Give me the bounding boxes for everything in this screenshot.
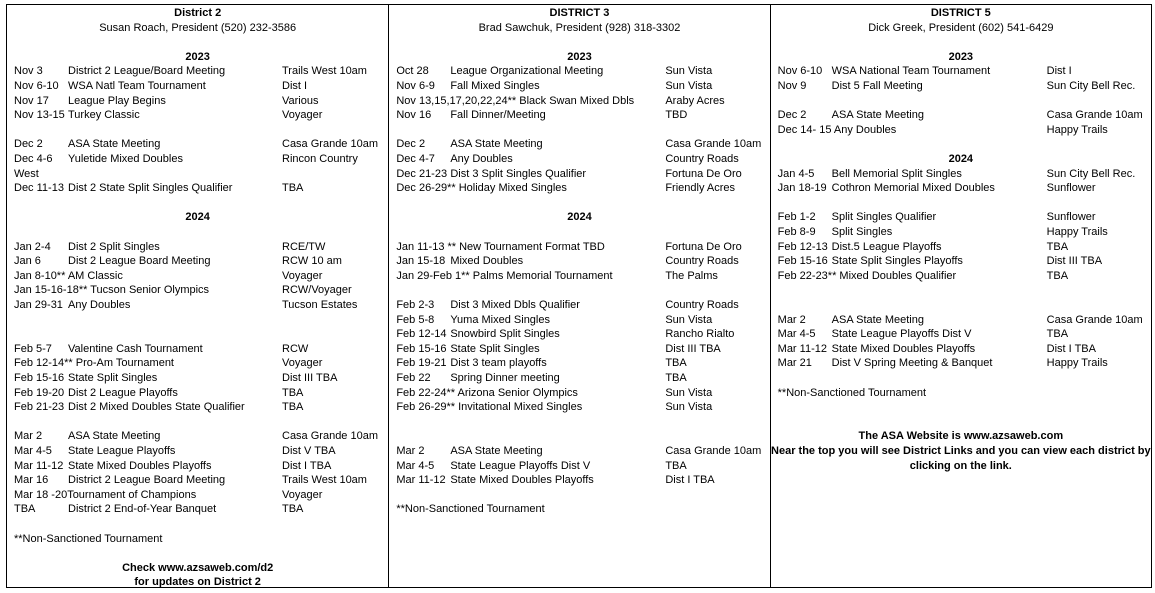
event-date: Feb 12-14 bbox=[396, 328, 447, 341]
event-location: Sunflower bbox=[1046, 182, 1096, 195]
event-location: Happy Trails bbox=[1046, 357, 1108, 370]
event-date: Dec 14- 15 Any Doubles bbox=[777, 123, 897, 136]
event-location: Rancho Rialto bbox=[665, 328, 735, 341]
event-date: Dec 4-6 bbox=[14, 153, 53, 165]
event-date: Feb 5-8 bbox=[396, 313, 435, 326]
event-row bbox=[7, 108, 388, 123]
event-row bbox=[7, 386, 388, 401]
event-name: Split Singles bbox=[831, 226, 893, 238]
event-location: Dist V TBA bbox=[282, 445, 336, 457]
event-row bbox=[771, 313, 1151, 328]
event-name: ASA State Meeting bbox=[450, 138, 543, 151]
event-row bbox=[389, 342, 769, 357]
event-row bbox=[771, 181, 1151, 196]
event-name: ASA State Meeting bbox=[831, 109, 924, 122]
event-name: WSA National Team Tournament bbox=[831, 65, 991, 78]
event-row bbox=[7, 94, 388, 109]
event-name: Yuma Mixed Singles bbox=[450, 313, 550, 326]
event-location: TBD bbox=[665, 109, 688, 122]
event-row bbox=[7, 269, 388, 284]
event-date: Feb 15-16 bbox=[14, 372, 65, 384]
event-date: Nov 17 bbox=[14, 94, 49, 107]
event-row bbox=[771, 79, 1151, 94]
event-row bbox=[7, 79, 388, 94]
event-row bbox=[389, 79, 769, 94]
event-name: League Organizational Meeting bbox=[450, 65, 604, 78]
event-location: Fortuna De Oro bbox=[665, 240, 742, 253]
event-row bbox=[771, 254, 1151, 269]
event-row bbox=[7, 283, 388, 298]
event-date: West bbox=[14, 167, 39, 180]
event-name: Dist 5 Fall Meeting bbox=[831, 80, 923, 92]
event-location: Friendly Acres bbox=[665, 182, 736, 195]
event-row bbox=[7, 356, 388, 371]
event-name: State Split Singles bbox=[450, 342, 540, 355]
footer-line: The ASA Website is www.azsaweb.com bbox=[858, 430, 1064, 443]
event-date: Oct 28 bbox=[396, 65, 429, 78]
event-date: Jan 6 bbox=[14, 255, 41, 268]
event-row bbox=[389, 254, 769, 269]
event-date: Jan 8-10** AM Classic bbox=[14, 269, 123, 282]
event-date: TBA bbox=[14, 503, 36, 516]
event-row bbox=[7, 254, 388, 269]
event-name: Dist 2 Mixed Doubles State Qualifier bbox=[68, 401, 245, 414]
event-location: Country Roads bbox=[665, 153, 739, 165]
event-date: Dec 2 bbox=[777, 109, 807, 122]
event-date: Dec 4-7 bbox=[396, 153, 435, 165]
event-date: Nov 6-10 bbox=[14, 80, 59, 92]
non-sanctioned-note: **Non-Sanctioned Tournament bbox=[396, 503, 545, 516]
event-row bbox=[389, 167, 769, 182]
event-date: Dec 11-13 bbox=[14, 182, 64, 195]
event-row bbox=[389, 298, 769, 313]
district-2-column bbox=[7, 5, 389, 587]
event-name: Any Doubles bbox=[450, 153, 513, 165]
year-heading: 2024 bbox=[567, 211, 592, 224]
event-row bbox=[389, 356, 769, 371]
event-date: Feb 22-24** Arizona Senior Olympics bbox=[396, 386, 578, 399]
event-date: Feb 12-14** Pro-Am Tournament bbox=[14, 357, 174, 370]
event-name: Dist 2 Split Singles bbox=[68, 240, 160, 253]
event-name: Bell Memorial Split Singles bbox=[831, 167, 962, 180]
year-heading: 2023 bbox=[185, 50, 210, 63]
event-row bbox=[7, 298, 388, 313]
event-row bbox=[771, 240, 1151, 255]
event-row bbox=[389, 240, 769, 255]
event-name: Dist.5 League Playoffs bbox=[831, 240, 942, 253]
event-name: Dist 3 Split Singles Qualifier bbox=[450, 167, 587, 180]
event-row bbox=[771, 210, 1151, 225]
event-row bbox=[7, 459, 388, 474]
event-row bbox=[389, 94, 769, 109]
event-date: Feb 19-20 bbox=[14, 386, 65, 399]
event-date: Feb 15-16 bbox=[777, 255, 828, 268]
event-date: Jan 29-31 bbox=[14, 299, 63, 311]
event-name: Snowbird Split Singles bbox=[450, 328, 560, 341]
event-location: Casa Grande 10am bbox=[282, 138, 378, 151]
event-date: Jan 11-13 ** New Tournament Format TBD bbox=[396, 240, 605, 253]
event-date: Nov 6-9 bbox=[396, 80, 435, 92]
footer-line: Check www.azsaweb.com/d2 bbox=[122, 561, 274, 574]
event-date: Nov 3 bbox=[14, 65, 43, 78]
footer-line: for updates on District 2 bbox=[134, 576, 261, 589]
event-location: Voyager bbox=[282, 109, 323, 122]
district-5-column bbox=[771, 5, 1151, 587]
event-row bbox=[389, 269, 769, 284]
event-name: Dist 2 League Board Meeting bbox=[68, 255, 211, 268]
event-location: Dist I TBA bbox=[665, 474, 715, 487]
event-location: Dist I bbox=[1046, 65, 1072, 78]
event-date: Feb 5-7 bbox=[14, 342, 52, 355]
event-name: Split Singles Qualifier bbox=[831, 211, 937, 224]
event-name: Dist 2 State Split Singles Qualifier bbox=[68, 182, 233, 195]
event-location: Araby Acres bbox=[665, 94, 725, 107]
event-date: Jan 15-16-18** Tucson Senior Olympics bbox=[14, 284, 210, 297]
event-name: State Split Singles Playoffs bbox=[831, 255, 963, 268]
event-location: Dist III TBA bbox=[1046, 255, 1103, 268]
event-name: ASA State Meeting bbox=[68, 138, 161, 151]
event-date: Nov 13-15 bbox=[14, 109, 65, 122]
event-name: District 2 League Board Meeting bbox=[68, 474, 226, 487]
event-location: TBA bbox=[282, 401, 304, 414]
event-location: Sun Vista bbox=[665, 386, 713, 399]
event-name: Turkey Classic bbox=[68, 109, 140, 122]
event-date: Feb 26-29** Invitational Mixed Singles bbox=[396, 401, 583, 414]
event-location: Voyager bbox=[282, 269, 323, 282]
year-heading: 2023 bbox=[567, 50, 592, 63]
event-date: Feb 12-13 bbox=[777, 240, 828, 253]
event-row bbox=[7, 240, 388, 255]
event-row bbox=[389, 313, 769, 328]
event-name: State Mixed Doubles Playoffs bbox=[831, 342, 976, 355]
event-location: Tucson Estates bbox=[282, 299, 358, 311]
event-row bbox=[389, 444, 769, 459]
event-name: League Play Begins bbox=[68, 94, 166, 107]
event-name: Dist 2 League Playoffs bbox=[68, 386, 178, 399]
event-location: Country Roads bbox=[665, 255, 739, 268]
event-row bbox=[389, 371, 769, 386]
event-row bbox=[771, 123, 1151, 138]
event-location: Voyager bbox=[282, 357, 323, 370]
event-row bbox=[771, 269, 1151, 284]
event-location: Dist III TBA bbox=[282, 372, 338, 384]
event-row bbox=[771, 108, 1151, 123]
event-name: Mixed Doubles bbox=[450, 255, 524, 268]
event-row bbox=[389, 108, 769, 123]
event-row bbox=[389, 386, 769, 401]
event-location: Sun Vista bbox=[665, 401, 713, 414]
non-sanctioned-note: **Non-Sanctioned Tournament bbox=[777, 386, 927, 399]
event-date: Mar 21 bbox=[777, 357, 812, 370]
year-heading: 2023 bbox=[948, 50, 974, 63]
event-name: Cothron Memorial Mixed Doubles bbox=[831, 182, 995, 195]
event-row bbox=[7, 64, 388, 79]
event-date: Dec 21-23 bbox=[396, 167, 448, 180]
event-date: Jan 2-4 bbox=[14, 240, 51, 253]
event-location: Sun Vista bbox=[665, 313, 713, 326]
event-date: Feb 1-2 bbox=[777, 211, 816, 224]
event-date: Feb 21-23 bbox=[14, 401, 65, 414]
event-date: Mar 11-12 bbox=[396, 474, 446, 487]
event-location: Dist III TBA bbox=[665, 342, 721, 355]
event-location: Casa Grande 10am bbox=[1046, 313, 1143, 326]
event-row bbox=[7, 473, 388, 488]
event-location: Country Roads bbox=[665, 299, 739, 311]
event-date: Jan 29-Feb 1** Palms Memorial Tournament bbox=[396, 269, 613, 282]
event-location: TBA bbox=[665, 357, 687, 370]
event-row bbox=[7, 342, 388, 357]
district-president: Susan Roach, President (520) 232-3586 bbox=[99, 21, 297, 34]
event-row bbox=[7, 181, 388, 196]
event-date: Mar 11-12 bbox=[777, 342, 827, 355]
event-location: The Palms bbox=[665, 269, 718, 282]
event-location: TBA bbox=[282, 503, 304, 516]
event-row bbox=[771, 167, 1151, 182]
event-date: Feb 19-21 bbox=[396, 357, 447, 370]
event-name: State Mixed Doubles Playoffs bbox=[450, 474, 594, 487]
event-date: Jan 15-18 bbox=[396, 255, 446, 268]
event-location: TBA bbox=[282, 386, 304, 399]
event-row bbox=[7, 488, 388, 503]
event-row bbox=[389, 152, 769, 167]
event-name: State League Playoffs Dist V bbox=[450, 459, 591, 472]
event-row bbox=[7, 167, 388, 182]
event-name: Dist V Spring Meeting & Banquet bbox=[831, 357, 993, 370]
schedule-table bbox=[6, 4, 1152, 588]
event-date: Nov 13,15,17,20,22,24** Black Swan Mixed Dbls bbox=[396, 94, 635, 107]
event-date: Mar 2 bbox=[777, 313, 806, 326]
event-date: Dec 26-29** Holiday Mixed Singles bbox=[396, 182, 567, 195]
event-row bbox=[7, 371, 388, 386]
event-date: Feb 2-3 bbox=[396, 299, 435, 311]
event-location: TBA bbox=[1046, 240, 1069, 253]
event-location: Dist I TBA bbox=[282, 459, 332, 472]
event-name: Yuletide Mixed Doubles bbox=[68, 153, 183, 165]
event-location: Trails West 10am bbox=[282, 474, 367, 487]
event-name: State League Playoffs Dist V bbox=[831, 328, 972, 341]
event-location: Rincon Country bbox=[282, 153, 358, 165]
event-location: Casa Grande 10am bbox=[282, 430, 378, 443]
event-date: Feb 22 bbox=[396, 372, 431, 384]
event-location: TBA bbox=[1046, 269, 1069, 282]
event-name: Spring Dinner meeting bbox=[450, 372, 560, 384]
event-name: ASA State Meeting bbox=[450, 445, 543, 457]
event-row bbox=[7, 444, 388, 459]
year-heading: 2024 bbox=[185, 211, 210, 224]
event-location: RCW/Voyager bbox=[282, 284, 352, 297]
event-row bbox=[771, 342, 1151, 357]
event-location: Sun Vista bbox=[665, 65, 713, 78]
event-name: ASA State Meeting bbox=[831, 313, 924, 326]
event-date: Mar 18 -20Tournament of Champions bbox=[14, 488, 197, 501]
district-title: DISTRICT 5 bbox=[930, 7, 991, 19]
event-name: State Split Singles bbox=[68, 372, 158, 384]
event-location: Casa Grande 10am bbox=[665, 445, 762, 457]
event-location: RCW bbox=[282, 342, 309, 355]
event-name: Fall Mixed Singles bbox=[450, 80, 540, 92]
event-location: Trails West 10am bbox=[282, 65, 367, 78]
event-location: Various bbox=[282, 94, 319, 107]
event-location: Fortuna De Oro bbox=[665, 167, 742, 180]
event-row bbox=[771, 356, 1151, 371]
event-date: Mar 11-12 bbox=[14, 459, 64, 472]
event-location: Dist I bbox=[282, 80, 308, 92]
event-name: District 2 End-of-Year Banquet bbox=[68, 503, 217, 516]
event-row bbox=[389, 181, 769, 196]
footer-line: clicking on the link. bbox=[909, 459, 1012, 472]
event-date: Feb 22-23** Mixed Doubles Qualifier bbox=[777, 269, 957, 282]
district-3-column bbox=[389, 5, 770, 587]
event-name: Dist 3 Mixed Dbls Qualifier bbox=[450, 299, 580, 311]
event-name: WSA Natl Team Tournament bbox=[68, 80, 206, 92]
event-location: Sun Vista bbox=[665, 80, 713, 92]
event-location: Sunflower bbox=[1046, 211, 1096, 224]
event-date: Feb 8-9 bbox=[777, 226, 816, 238]
event-row bbox=[389, 137, 769, 152]
event-row bbox=[7, 429, 388, 444]
event-location: RCW 10 am bbox=[282, 255, 342, 268]
district-president: Brad Sawchuk, President (928) 318-3302 bbox=[478, 21, 681, 34]
event-name: State League Playoffs bbox=[68, 445, 176, 457]
event-location: Casa Grande 10am bbox=[1046, 109, 1143, 122]
event-location: Sun City Bell Rec. bbox=[1046, 80, 1136, 92]
event-row bbox=[7, 137, 388, 152]
event-row bbox=[7, 502, 388, 517]
event-name: Fall Dinner/Meeting bbox=[450, 109, 546, 122]
event-row bbox=[7, 400, 388, 415]
event-location: TBA bbox=[665, 372, 687, 384]
non-sanctioned-note: **Non-Sanctioned Tournament bbox=[14, 532, 163, 545]
event-location: TBA bbox=[1046, 328, 1069, 341]
event-row bbox=[771, 64, 1151, 79]
event-date: Dec 2 bbox=[14, 138, 43, 151]
district-title: District 2 bbox=[174, 7, 222, 19]
event-row bbox=[389, 459, 769, 474]
event-location: Casa Grande 10am bbox=[665, 138, 762, 151]
event-date: Mar 4-5 bbox=[396, 459, 435, 472]
event-location: Happy Trails bbox=[1046, 123, 1108, 136]
event-date: Mar 2 bbox=[396, 445, 425, 457]
event-name: Any Doubles bbox=[68, 299, 131, 311]
event-row bbox=[771, 225, 1151, 240]
district-title: DISTRICT 3 bbox=[549, 7, 610, 19]
event-location: Voyager bbox=[282, 488, 323, 501]
event-date: Jan 18-19 bbox=[777, 182, 827, 195]
event-row bbox=[7, 152, 388, 167]
event-name: Dist 3 team playoffs bbox=[450, 357, 547, 370]
event-date: Jan 4-5 bbox=[777, 167, 815, 180]
event-location: Dist I TBA bbox=[1046, 342, 1096, 355]
event-date: Mar 4-5 bbox=[14, 445, 52, 457]
event-date: Nov 9 bbox=[777, 80, 807, 92]
event-name: Valentine Cash Tournament bbox=[68, 342, 203, 355]
event-date: Dec 2 bbox=[396, 138, 426, 151]
event-location: TBA bbox=[282, 182, 304, 195]
event-row bbox=[771, 327, 1151, 342]
event-location: Happy Trails bbox=[1046, 226, 1108, 238]
event-name: District 2 League/Board Meeting bbox=[68, 65, 226, 78]
district-president: Dick Greek, President (602) 541-6429 bbox=[868, 21, 1054, 34]
event-date: Mar 16 bbox=[14, 474, 49, 487]
event-date: Mar 2 bbox=[14, 430, 43, 443]
event-name: State Mixed Doubles Playoffs bbox=[68, 459, 212, 472]
event-name: ASA State Meeting bbox=[68, 430, 161, 443]
event-row bbox=[389, 400, 769, 415]
event-location: RCE/TW bbox=[282, 240, 326, 253]
year-heading: 2024 bbox=[948, 153, 974, 165]
event-date: Nov 6-10 bbox=[777, 65, 823, 78]
event-date: Nov 16 bbox=[396, 109, 432, 122]
event-date: Mar 4-5 bbox=[777, 328, 816, 341]
footer-line: Near the top you will see District Links and you can view each district by bbox=[771, 445, 1151, 457]
event-row bbox=[389, 327, 769, 342]
event-location: Sun City Bell Rec. bbox=[1046, 167, 1136, 180]
event-date: Feb 15-16 bbox=[396, 342, 447, 355]
event-row bbox=[389, 64, 769, 79]
event-row bbox=[389, 473, 769, 488]
event-location: TBA bbox=[665, 459, 687, 472]
